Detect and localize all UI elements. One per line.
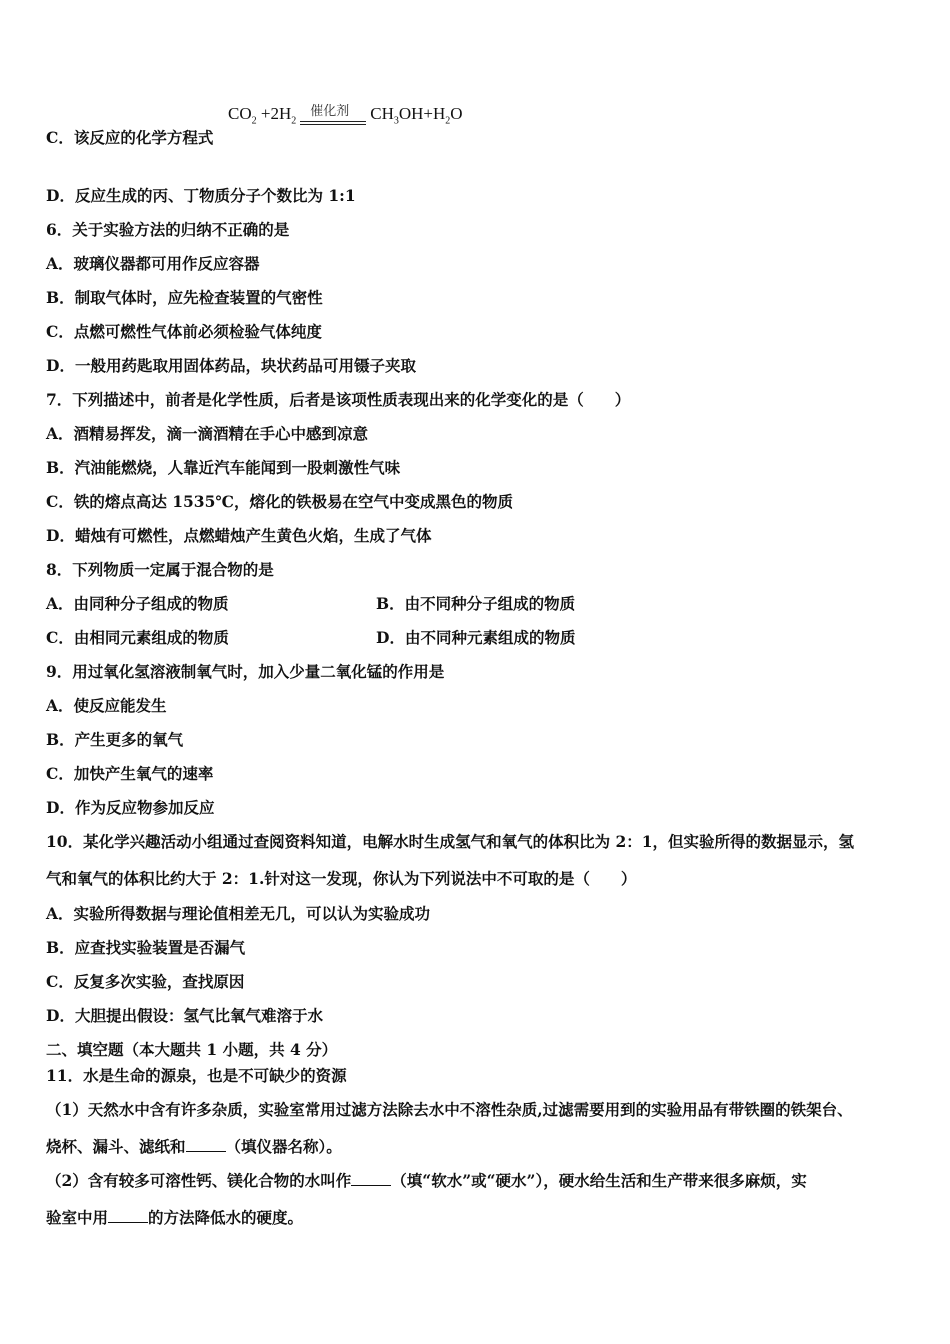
q6-option-b: B．制取气体时，应先检查装置的气密性 xyxy=(46,288,323,307)
q9-option-a: A．使反应能发生 xyxy=(46,696,167,715)
q11-part2-tail: 的方法降低水的硬度。 xyxy=(148,1208,304,1227)
eq-o: O xyxy=(450,104,463,123)
eq-oh: OH+H xyxy=(398,104,446,123)
q11-part1-hint: （填仪器名称）。 xyxy=(225,1137,342,1156)
q11-part2-hint: （填“软水”或“硬水”），硬水给生活和生产带来很多麻烦，实 xyxy=(391,1171,807,1190)
q11-part1-line1: （1）天然水中含有许多杂质，实验室常用过滤方法除去水中不溶性杂质,过滤需要用到的实验用品有带铁圈的铁架台、 xyxy=(46,1100,853,1119)
q10-stem-line2: 气和氧气的体积比约大于 2：1.针对这一发现，你认为下列说法中不可取的是（ ） xyxy=(46,869,637,888)
eq-sub: 2 xyxy=(251,115,257,127)
q6-option-a: A．玻璃仪器都可用作反应容器 xyxy=(46,254,260,273)
eq-sub: 3 xyxy=(393,115,399,127)
eq-ch: CH xyxy=(370,104,394,123)
q10-option-d: D．大胆提出假设：氢气比氧气难溶于水 xyxy=(46,1006,323,1025)
q10-stem-line1: 10．某化学兴趣活动小组通过查阅资料知道，电解水时生成氢气和氧气的体积比为 2：1，但实验所得的数据显示，氢 xyxy=(46,832,855,851)
equal-line-top xyxy=(300,121,366,122)
section-heading: 二、填空题（本大题共 1 小题，共 4 分） xyxy=(46,1040,338,1059)
q9-option-c: C．加快产生氧气的速率 xyxy=(46,764,214,783)
q5-option-c xyxy=(46,128,213,148)
q11-part2-line1 xyxy=(46,1171,807,1191)
catalyst-label: 催化剂 xyxy=(310,104,350,119)
q10-option-b: B．应查找实验装置是否漏气 xyxy=(46,938,246,957)
answer-blank[interactable] xyxy=(351,1171,391,1186)
eq-co: CO xyxy=(228,104,252,123)
q8-stem: 8．下列物质一定属于混合物的是 xyxy=(46,560,274,579)
q11-part2-text2: 验室中用 xyxy=(46,1208,109,1227)
q8-row-cd xyxy=(46,628,576,648)
q9-option-b: B．产生更多的氧气 xyxy=(46,730,184,749)
q5-option-d: D．反应生成的丙、丁物质分子个数比为 1:1 xyxy=(46,186,356,205)
q7-option-c: C．铁的熔点高达 1535℃，熔化的铁极易在空气中变成黑色的物质 xyxy=(46,492,513,511)
q11-stem: 11．水是生命的源泉，也是不可缺少的资源 xyxy=(46,1066,347,1085)
chemical-equation xyxy=(228,104,463,126)
q11-part2-line2 xyxy=(46,1208,303,1228)
q10-option-c: C．反复多次实验，查找原因 xyxy=(46,972,245,991)
q7-option-a: A．酒精易挥发，滴一滴酒精在手心中感到凉意 xyxy=(46,424,369,443)
eq-h: +2H xyxy=(256,104,292,123)
q10-option-a: A．实验所得数据与理论值相差无几，可以认为实验成功 xyxy=(46,904,431,923)
q11-part1-line2 xyxy=(46,1137,342,1157)
eq-sub: 2 xyxy=(291,115,297,127)
q8-option-b: B．由不同种分子组成的物质 xyxy=(376,594,576,613)
q9-stem: 9．用过氧化氢溶液制氧气时，加入少量二氧化锰的作用是 xyxy=(46,662,445,681)
equal-line-bottom xyxy=(300,124,366,125)
q6-stem: 6．关于实验方法的归纳不正确的是 xyxy=(46,220,290,239)
q8-option-c: C．由相同元素组成的物质 xyxy=(46,628,229,647)
q7-option-b: B．汽油能燃烧，人靠近汽车能闻到一股刺激性气味 xyxy=(46,458,401,477)
q7-stem: 7．下列描述中，前者是化学性质，后者是该项性质表现出来的化学变化的是（ ） xyxy=(46,390,631,409)
answer-blank[interactable] xyxy=(108,1208,148,1223)
q5-option-c-label: C．该反应的化学方程式 xyxy=(46,128,214,147)
q11-part1-text: 烧杯、漏斗、滤纸和 xyxy=(46,1137,186,1156)
q11-part2-text: （2）含有较多可溶性钙、镁化合物的水叫作 xyxy=(46,1171,352,1190)
answer-blank[interactable] xyxy=(186,1137,226,1152)
q9-option-d: D．作为反应物参加反应 xyxy=(46,798,215,817)
eq-sub: 2 xyxy=(445,115,451,127)
q7-option-d: D．蜡烛有可燃性，点燃蜡烛产生黄色火焰，生成了气体 xyxy=(46,526,432,545)
q6-option-c: C．点燃可燃性气体前必须检验气体纯度 xyxy=(46,322,322,341)
q8-row-ab xyxy=(46,594,576,614)
q8-option-d: D．由不同种元素组成的物质 xyxy=(376,628,576,647)
q6-option-d: D．一般用药匙取用固体药品，块状药品可用镊子夹取 xyxy=(46,356,416,375)
catalyst-arrow xyxy=(300,104,366,126)
q8-option-a: A．由同种分子组成的物质 xyxy=(46,594,229,613)
